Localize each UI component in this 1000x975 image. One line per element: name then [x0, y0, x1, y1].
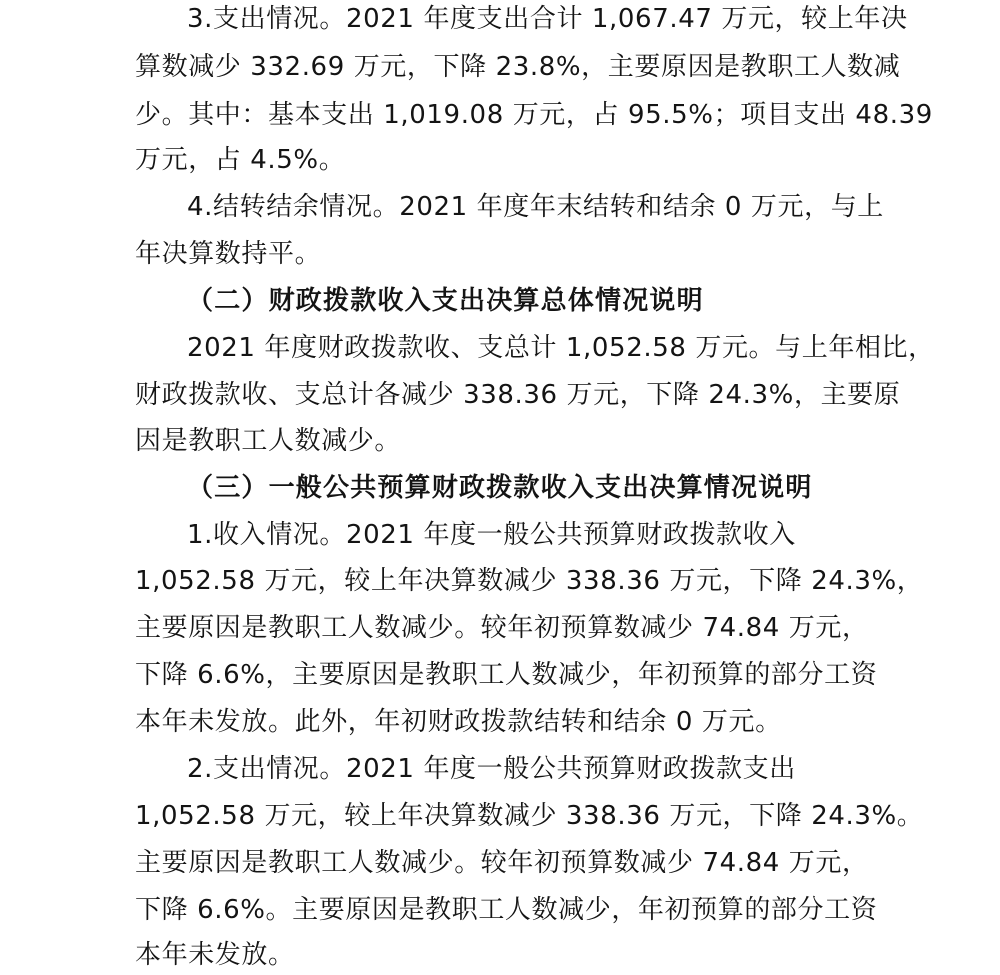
section-heading-fiscal-total: （二）财政拨款收入支出决算总体情况说明 [187, 286, 704, 316]
expenditure-line-3: 少。其中：基本支出 1,019.08 万元，占 95.5%；项目支出 48.39 [135, 100, 933, 130]
income-line-5: 本年未发放。此外，年初财政拨款结转和结余 0 万元。 [135, 707, 782, 737]
income-line-3: 主要原因是教职工人数减少。较年初预算数减少 74.84 万元， [135, 613, 869, 643]
income-line-2: 1,052.58 万元，较上年决算数减少 338.36 万元，下降 24.3%， [135, 566, 924, 596]
expense-line-2: 1,052.58 万元，较上年决算数减少 338.36 万元，下降 24.3%。 [135, 801, 924, 831]
fiscal-total-line-3: 因是教职工人数减少。 [135, 426, 402, 456]
expenditure-line-1: 3.支出情况。2021 年度支出合计 1,067.47 万元，较上年决 [187, 4, 908, 34]
expenditure-line-2: 算数减少 332.69 万元，下降 23.8%，主要原因是教职工人数减 [135, 52, 901, 82]
expense-line-3: 主要原因是教职工人数减少。较年初预算数减少 74.84 万元， [135, 848, 869, 878]
section-heading-general-budget: （三）一般公共预算财政拨款收入支出决算情况说明 [187, 473, 813, 503]
fiscal-total-line-1: 2021 年度财政拨款收、支总计 1,052.58 万元。与上年相比， [187, 333, 935, 363]
carryover-line-1: 4.结转结余情况。2021 年度年末结转和结余 0 万元，与上 [187, 192, 884, 222]
carryover-line-2: 年决算数持平。 [135, 239, 322, 269]
fiscal-total-line-2: 财政拨款收、支总计各减少 338.36 万元，下降 24.3%，主要原 [135, 380, 901, 410]
expenditure-line-4: 万元，占 4.5%。 [135, 145, 346, 175]
income-line-4: 下降 6.6%，主要原因是教职工人数减少，年初预算的部分工资 [135, 660, 878, 690]
expense-line-1: 2.支出情况。2021 年度一般公共预算财政拨款支出 [187, 754, 796, 784]
expense-line-4: 下降 6.6%。主要原因是教职工人数减少，年初预算的部分工资 [135, 895, 878, 925]
income-line-1: 1.收入情况。2021 年度一般公共预算财政拨款收入 [187, 520, 796, 550]
expense-line-5: 本年未发放。 [135, 940, 295, 970]
